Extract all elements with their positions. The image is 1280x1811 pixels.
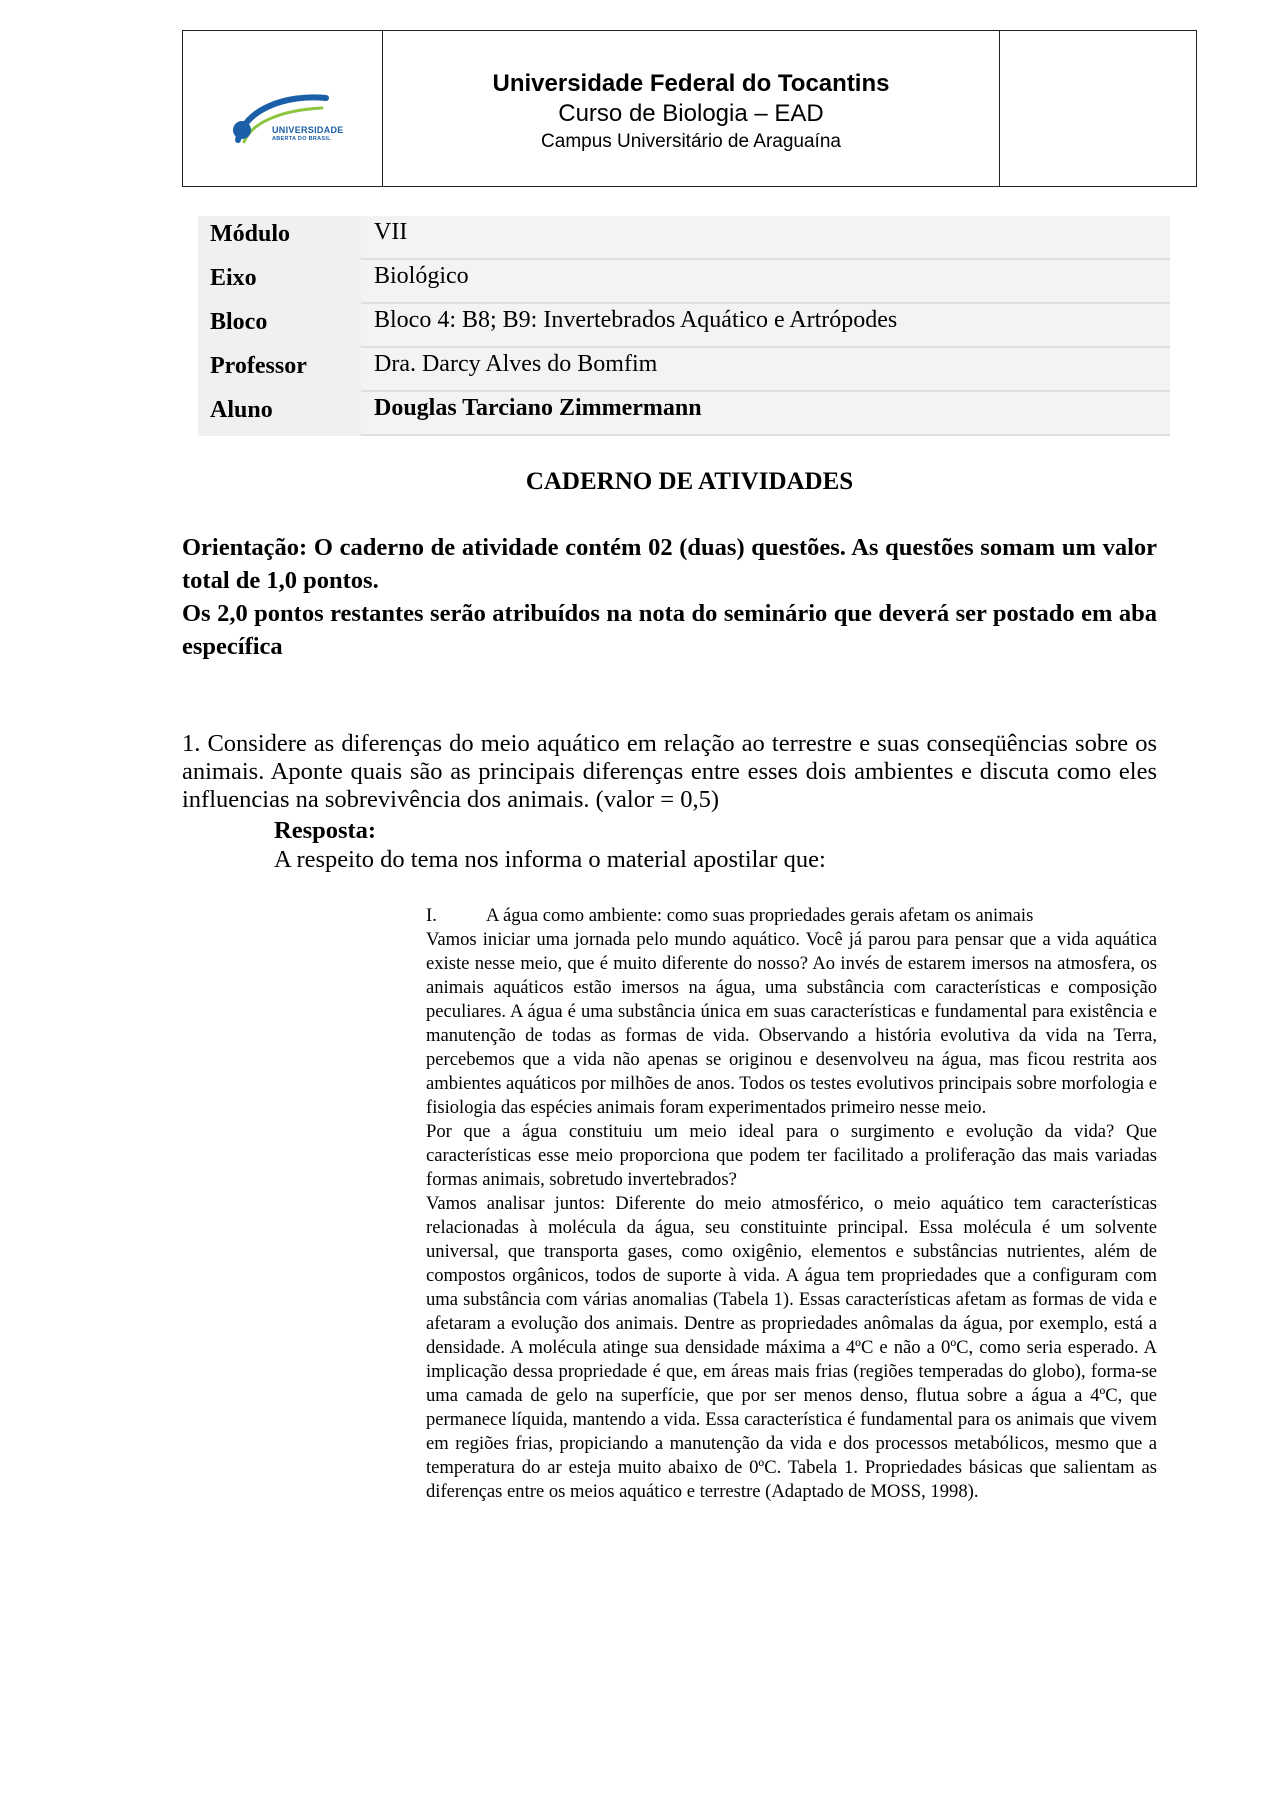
info-value: VII bbox=[361, 216, 1170, 260]
header-right-cell bbox=[999, 31, 1196, 186]
info-label: Aluno bbox=[198, 392, 361, 436]
info-label: Módulo bbox=[198, 216, 361, 260]
logo-cell bbox=[183, 31, 383, 186]
info-label: Bloco bbox=[198, 304, 361, 348]
answer-intro: A respeito do tema nos informa o material apostilar que: bbox=[274, 846, 826, 873]
info-row-aluno bbox=[198, 392, 1170, 436]
info-row-eixo bbox=[198, 260, 1170, 304]
info-row-bloco bbox=[198, 304, 1170, 348]
roman-numeral: I. bbox=[426, 905, 437, 926]
info-value: Bloco 4: B8; B9: Invertebrados Aquático e Artrópodes bbox=[361, 304, 1170, 348]
answer-label: Resposta: bbox=[274, 817, 377, 844]
quote-paragraph-3: Vamos analisar juntos: Diferente do meio atmosférico, o meio aquático tem características relacionadas à molécula da água, seu constituinte principal. Essa molécula é um solvente universal, que transporta gases, como oxigênio, elementos e substâncias nutrientes, além de compostos orgânicos, todos de suporte à vida. A água tem propriedades que a configuram com uma substância com várias anomalias (Tabela 1). Essas características afetam as formas de vida e afetaram a evolução dos animais. Dentre as propriedades anômalas da água, por exemplo, está a densidade. A molécula atinge sua densidade máxima a 4ºC e não a 0ºC, como seria esperado. A implicação dessa propriedade é que, em áreas mais frias (regiões temperadas do globo), forma-se uma camada de gelo na superfície, que por ser menos denso, flutua sobre a água a 4ºC, que permanece líquida, mantendo a vida. Essa característica é fundamental para os animais que vivem em regiões frias, propiciando a manutenção da vida e dos processos metabólicos, mesmo que a temperatura do ar esteja muito abaixo de 0ºC. Tabela 1. Propriedades básicas que salientam as diferenças entre os meios aquático e terrestre (Adaptado de MOSS, 1998). bbox=[426, 1193, 1157, 1502]
institution-name: Universidade Federal do Tocantins bbox=[492, 70, 890, 97]
uab-logo bbox=[230, 88, 344, 148]
question-1 bbox=[182, 730, 1157, 814]
quote-paragraph-2: Por que a água constituiu um meio ideal para o surgimento e evolução da vida? Que características esse meio proporciona que podem ter facilitado a proliferação das mais variadas formas animais, sobretudo invertebrados? bbox=[426, 1121, 1157, 1190]
info-row-modulo bbox=[198, 216, 1170, 260]
quote-heading-text: A água como ambiente: como suas propriedades gerais afetam os animais bbox=[486, 905, 1034, 926]
quote-paragraph-1: Vamos iniciar uma jornada pelo mundo aquático. Você já parou para pensar que a vida aquática existe nesse meio, que é muito diferente do nosso? Ao invés de estarem imersos na atmosfera, os animais aquáticos estão imersos na água, uma substância com características e composição peculiares. A água é uma substância única em suas características e fundamental para existência e manutenção de todas as formas de vida. Observando a história evolutiva da vida na Terra, percebemos que a vida não apenas se originou e desenvolveu na água, mas ficou restrita aos ambientes aquáticos por milhões de anos. Todos os testes evolutivos principais sobre morfologia e fisiologia das espécies animais foram experimentados primeiro nesse meio. bbox=[426, 929, 1157, 1118]
info-value: Dra. Darcy Alves do Bomfim bbox=[361, 348, 1170, 392]
header-text-cell bbox=[383, 31, 999, 186]
orientation-paragraph-1: Orientação: O caderno de atividade contém 02 (duas) questões. As questões somam um valor total de 1,0 pontos. bbox=[182, 534, 1157, 594]
logo-line-1: UNIVERSIDADE bbox=[272, 125, 344, 135]
orientation-paragraph-2: Os 2,0 pontos restantes serão atribuídos na nota do seminário que deverá ser postado em aba específica bbox=[182, 600, 1157, 660]
course-name: Curso de Biologia – EAD bbox=[558, 100, 824, 127]
question-1-text: 1. Considere as diferenças do meio aquático em relação ao terrestre e suas conseqüências sobre os animais. Aponte quais são as principais diferenças entre esses dois ambientes e discuta como eles influencias na sobrevivência dos animais. (valor = 0,5) bbox=[182, 730, 1157, 813]
quote-heading bbox=[426, 904, 1157, 928]
page-title: CADERNO DE ATIVIDADES bbox=[525, 468, 854, 495]
campus-name: Campus Universitário de Araguaína bbox=[541, 131, 841, 152]
quoted-passage bbox=[426, 904, 1157, 1504]
logo-wordmark bbox=[272, 126, 344, 144]
info-table bbox=[198, 216, 1170, 436]
info-label: Eixo bbox=[198, 260, 361, 304]
logo-line-2: ABERTA DO BRASIL bbox=[272, 136, 331, 142]
info-value: Biológico bbox=[361, 260, 1170, 304]
info-label: Professor bbox=[198, 348, 361, 392]
orientation bbox=[182, 531, 1157, 663]
info-row-professor bbox=[198, 348, 1170, 392]
header-table bbox=[182, 30, 1197, 187]
info-value: Douglas Tarciano Zimmermann bbox=[361, 392, 1170, 436]
